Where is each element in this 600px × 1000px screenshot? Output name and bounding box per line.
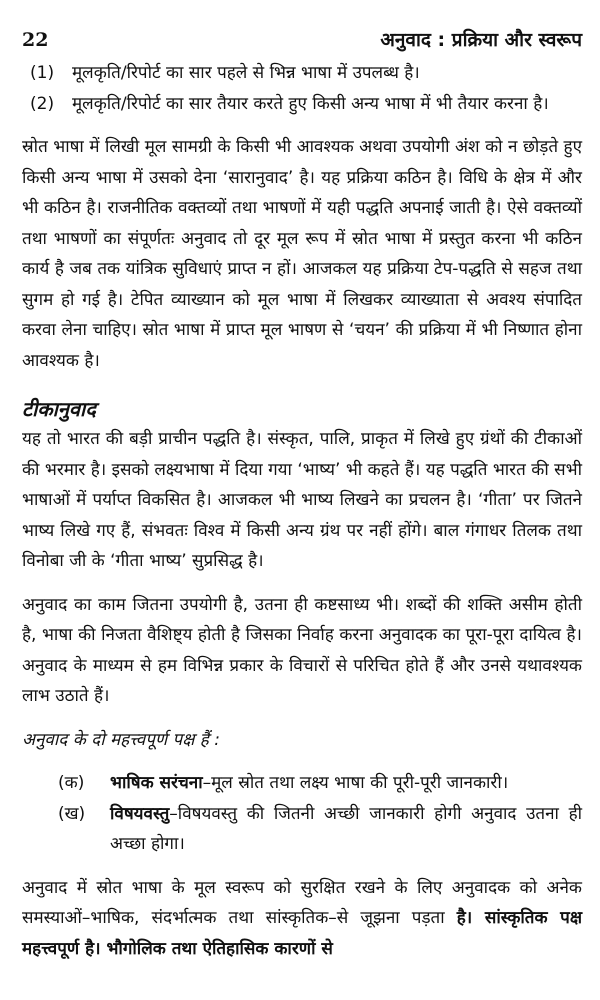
- list-marker: (क): [58, 773, 85, 793]
- page-number: 22: [22, 29, 49, 51]
- page-body: [22, 58, 582, 964]
- aspect-term: भाषिक सरंचना: [110, 773, 203, 793]
- list-text: मूलकृति/रिपोर्ट का सार पहले से भिन्न भाषा में उपलब्ध है।: [72, 63, 420, 83]
- page-header: [22, 26, 582, 52]
- paragraph-text: अनुवाद में स्रोत भाषा के मूल स्वरूप को सुरक्षित रखने के लिए अनुवादक को अनेक समस्याओं–भाषिक, संदर्भात्मक तथा सांस्कृतिक–से जूझना पड़ता: [22, 877, 582, 928]
- numbered-list: [22, 58, 582, 119]
- paragraph-saranuvad: स्रोत भाषा में लिखी मूल सामग्री के किसी भी आवश्यक अथवा उपयोगी अंश को न छोड़ते हुए किसी अन्य भाषा में उसको देना ‘सारानुवाद’ है। यह प्रक्रिया कठिन है। विधि के क्षेत्र में और भी कठिन है। राजनीतिक वक्तव्यों तथा भाषणों में यही पद्धति अपनाई जाती है। ऐसे वक्तव्यों तथा भाषणों का संपूर्णतः अनुवाद तो दूर मूल रूप में स्रोत भाषा में प्रस्तुत करना भी कठिन कार्य है जब तक यांत्रिक सुविधाएं प्राप्त न हों। आजकल यह प्रक्रिया टेप-पद्धति से सहज तथा सुगम हो गई है। टेपित व्याख्यान को मूल भाषा में लिखकर व्याख्याता से अवश्य संपादित करवा लेना चाहिए। स्रोत भाषा में प्राप्त मूल भाषण से ‘चयन’ की प्रक्रिया में भी निष्णात होना आवश्यक है।: [22, 137, 582, 371]
- list-item: [22, 768, 582, 799]
- paragraph-challenges: [22, 873, 582, 965]
- aspect-term: विषयवस्तु: [110, 803, 170, 824]
- paragraph-translation-work: अनुवाद का काम जितना उपयोगी है, उतना ही कष्टसाध्य भी। शब्दों की शक्ति असीम होती है, भाषा की निजता वैशिष्ट्य होती है जिसका निर्वाह करना अनुवादक का पूरा-पूरा दायित्व है। अनुवाद के माध्यम से हम विभिन्न प्रकार के विचारों से परिचित होते हैं और उनसे यथावश्यक लाभ उठाते हैं।: [22, 594, 582, 706]
- aspects-list: [22, 768, 582, 860]
- aspect-text: –विषयवस्तु की जितनी अच्छी जानकारी होगी अनुवाद उतना ही अच्छा होगा।: [110, 803, 582, 854]
- section-heading: टीकानुवाद: [22, 397, 96, 421]
- list-item: [22, 89, 582, 120]
- list-item: [22, 799, 582, 860]
- paragraph-bold-text: है। सांस्कृतिक पक्ष महत्त्वपूर्ण है। भौगोलिक तथा ऐतिहासिक कारणों से: [22, 908, 583, 959]
- paragraph-tikanuvad: यह तो भारत की बड़ी प्राचीन पद्धति है। संस्कृत, पालि, प्राकृत में लिखे हुए ग्रंथों की टीकाओं की भरमार है। इसको लक्ष्यभाषा में दिया गया ‘भाष्य’ भी कहते हैं। यह पद्धति भारत की सभी भाषाओं में पर्याप्त विकसित है। आजकल भी भाष्य लिखने का प्रचलन है। ‘गीता’ पर जितने भाष्य लिखे गए हैं, संभवतः विश्व में किसी अन्य ग्रंथ पर नहीं होंगे। बाल गंगाधर तिलक तथा विनोबा जी के ‘गीता भाष्य’ सुप्रसिद्ध है।: [22, 429, 582, 571]
- list-marker: (1): [30, 63, 55, 83]
- list-marker: (ख): [58, 803, 86, 824]
- aspects-intro: अनुवाद के दो महत्त्वपूर्ण पक्ष हैं :: [22, 729, 220, 750]
- list-text: मूलकृति/रिपोर्ट का सार तैयार करते हुए किसी अन्य भाषा में भी तैयार करना है।: [72, 93, 549, 114]
- list-marker: (2): [30, 93, 55, 114]
- list-item: [22, 58, 582, 89]
- running-title: अनुवाद : प्रक्रिया और स्वरूप: [380, 29, 582, 51]
- aspect-text: –मूल स्रोत तथा लक्ष्य भाषा की पूरी-पूरी जानकारी।: [202, 773, 509, 793]
